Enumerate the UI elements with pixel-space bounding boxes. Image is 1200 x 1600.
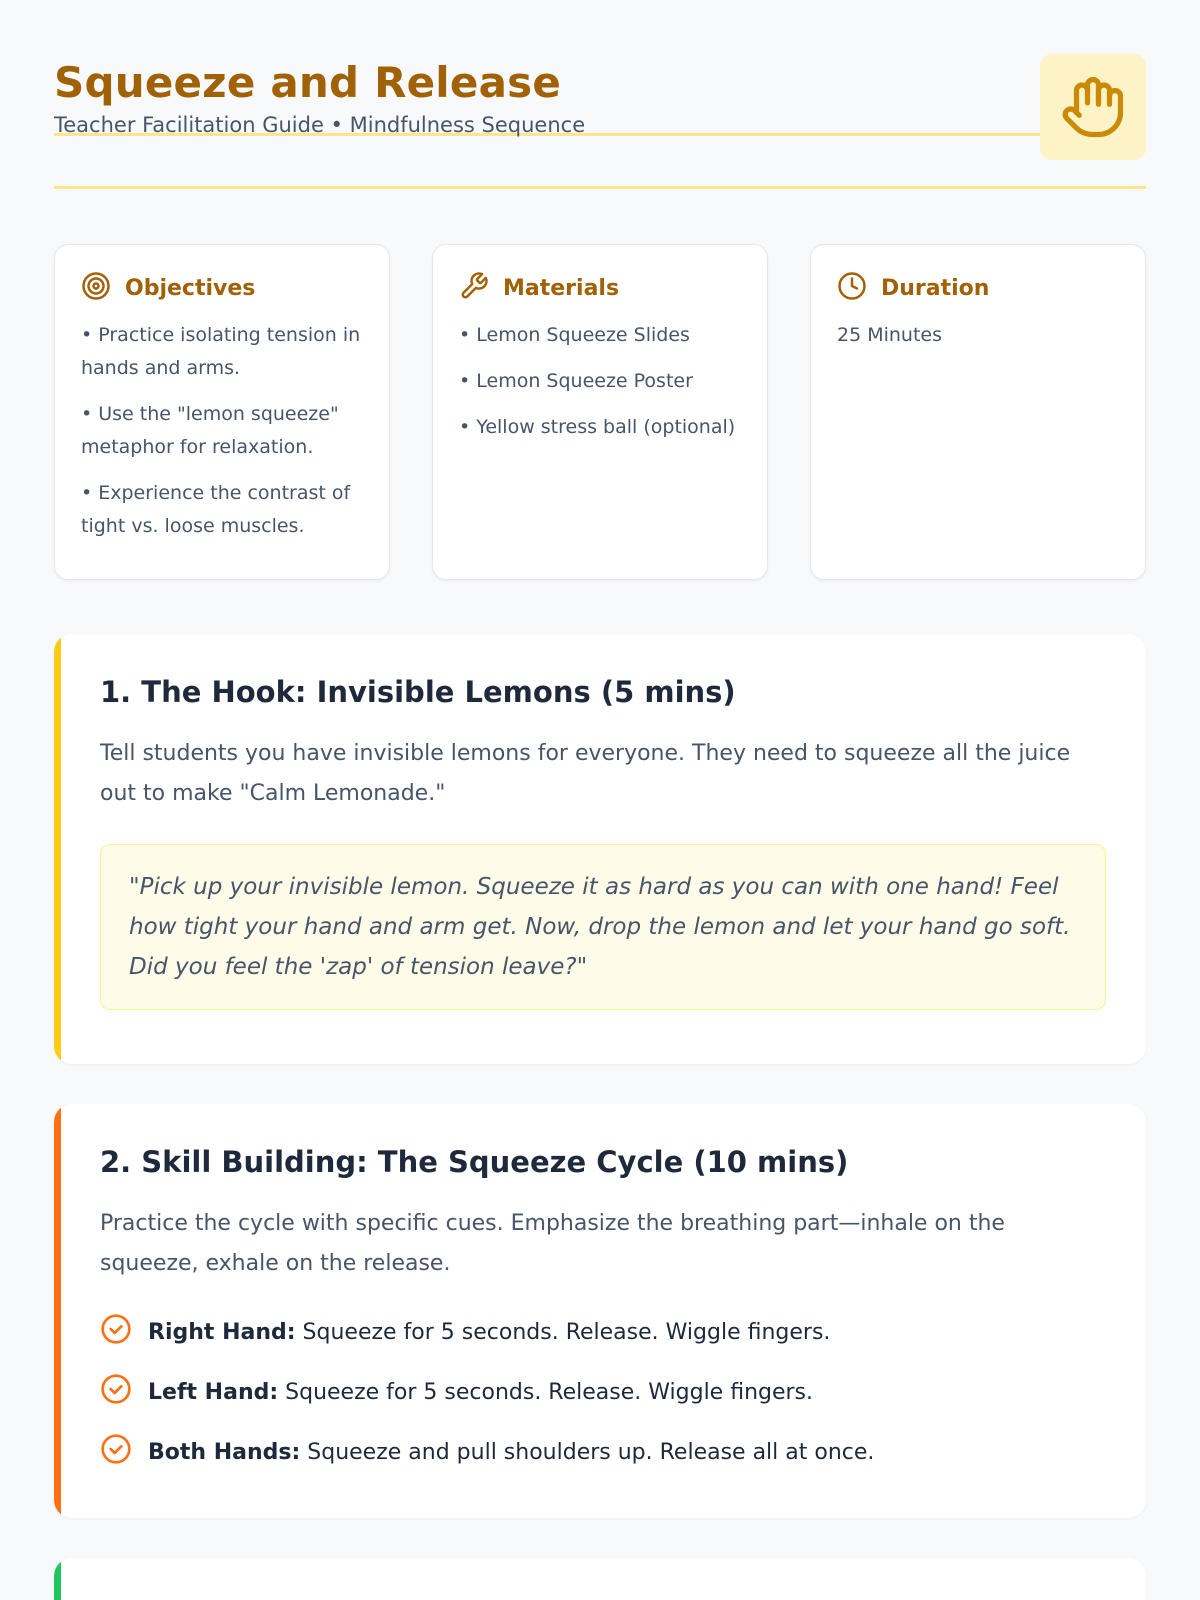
- hook-body: Tell students you have invisible lemons for everyone. They need to squeeze all the juice out to make "Calm Lemonade.": [100, 741, 1071, 806]
- step-text: Squeeze for 5 seconds. Release. Wiggle fingers.: [278, 1379, 814, 1405]
- duration-title: Duration: [881, 275, 990, 301]
- skill-body: Practice the cycle with specific cues. Emphasize the breathing part—inhale on the squeeze, exhale on the release.: [100, 1211, 1005, 1276]
- check-circle-icon: [100, 1373, 132, 1411]
- next-section: [54, 1558, 1146, 1600]
- page-subtitle: Teacher Facilitation Guide • Mindfulness Sequence: [54, 113, 586, 137]
- step-item: [100, 1302, 1106, 1362]
- materials-card: [432, 244, 768, 580]
- skill-section: [54, 1104, 1146, 1518]
- list-item: • Use the "lemon squeeze" metaphor for relaxation.: [81, 403, 339, 458]
- page-title: Squeeze and Release: [54, 58, 562, 107]
- hook-section: [54, 634, 1146, 1064]
- objectives-list: [81, 319, 363, 543]
- duration-card: [810, 244, 1146, 580]
- info-cards: [54, 244, 1146, 580]
- step-text: Squeeze and pull shoulders up. Release all at once.: [300, 1439, 875, 1465]
- step-item: [100, 1362, 1106, 1422]
- header: [54, 0, 1146, 136]
- skill-steps: [100, 1302, 1106, 1482]
- hand-icon: [1040, 54, 1146, 160]
- check-circle-icon: [100, 1433, 132, 1471]
- list-item: • Experience the contrast of tight vs. loose muscles.: [81, 482, 351, 537]
- wrench-icon: [459, 271, 489, 305]
- hook-quote: "Pick up your invisible lemon. Squeeze it as hard as you can with one hand! Feel how tight your hand and arm get. Now, drop the lemon and let your hand go soft. Did you feel the 'zap' of tension leave?": [100, 844, 1106, 1010]
- list-item: • Yellow stress ball (optional): [459, 416, 736, 438]
- objectives-card: [54, 244, 390, 580]
- target-icon: [81, 271, 111, 305]
- list-item: • Lemon Squeeze Slides: [459, 324, 690, 346]
- step-item: [100, 1422, 1106, 1482]
- clock-icon: [837, 271, 867, 305]
- hook-title: 1. The Hook: Invisible Lemons (5 mins): [100, 675, 736, 709]
- materials-title: Materials: [503, 275, 620, 301]
- objectives-title: Objectives: [125, 275, 256, 301]
- step-label: Left Hand:: [148, 1379, 279, 1405]
- check-circle-icon: [100, 1313, 132, 1351]
- header-divider: [54, 186, 1146, 189]
- duration-value: 25 Minutes: [837, 324, 943, 346]
- step-label: Both Hands:: [148, 1439, 301, 1465]
- list-item: • Lemon Squeeze Poster: [459, 370, 693, 392]
- step-text: Squeeze for 5 seconds. Release. Wiggle fingers.: [295, 1319, 831, 1345]
- step-label: Right Hand:: [148, 1319, 296, 1345]
- materials-list: [459, 319, 741, 444]
- skill-title: 2. Skill Building: The Squeeze Cycle (10 mins): [100, 1145, 849, 1179]
- list-item: • Practice isolating tension in hands and arms.: [81, 324, 361, 379]
